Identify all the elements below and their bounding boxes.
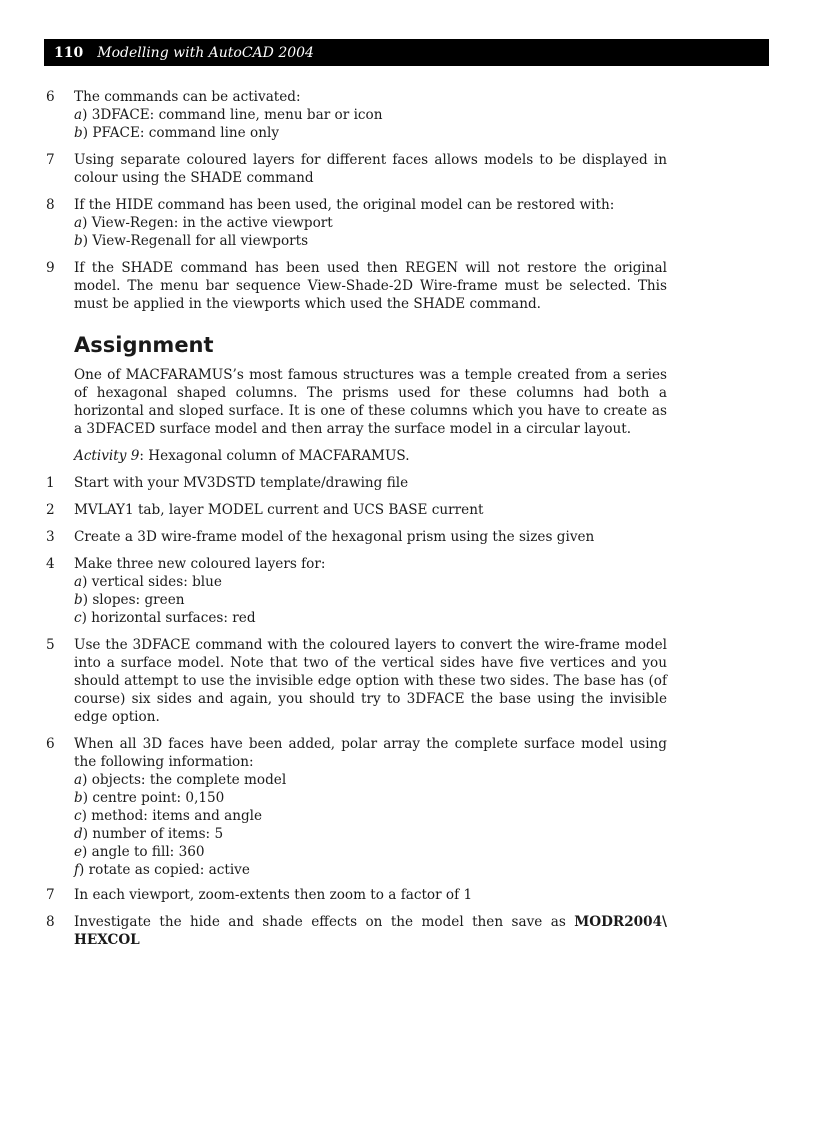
item-text: The commands can be activated: bbox=[74, 89, 301, 105]
sub-item: d) number of items: 5 bbox=[74, 826, 224, 842]
save-filename: MODR2004\ HEXCOL bbox=[74, 914, 667, 948]
sub-item: a) 3DFACE: command line, menu bar or icon bbox=[74, 107, 383, 123]
item-number: 6 bbox=[46, 89, 55, 105]
item-text: Using separate coloured layers for different faces allows models to be displayed in colour using the SHADE command bbox=[74, 152, 667, 186]
item-text: In each viewport, zoom-extents then zoom to a factor of 1 bbox=[74, 887, 473, 903]
page-number: 110 bbox=[54, 44, 84, 61]
item-number: 1 bbox=[46, 475, 55, 491]
item-number: 2 bbox=[46, 502, 55, 518]
sub-item: b) slopes: green bbox=[74, 592, 185, 608]
item-text: Create a 3D wire-frame model of the hexagonal prism using the sizes given bbox=[74, 529, 595, 545]
item-number: 5 bbox=[46, 637, 55, 653]
item-text: When all 3D faces have been added, polar array the complete surface model using the following information: bbox=[74, 736, 667, 770]
item-text: If the SHADE command has been used then REGEN will not restore the original model. The menu bar sequence View-Shade-2D Wire-frame must be selected. This must be applied in the viewports which used the SHADE command. bbox=[74, 260, 667, 312]
sub-item: b) PFACE: command line only bbox=[74, 125, 280, 141]
item-number: 7 bbox=[46, 887, 55, 903]
sub-item: a) objects: the complete model bbox=[74, 772, 287, 788]
sub-item: c) method: items and angle bbox=[74, 808, 263, 824]
activity-label: Activity 9 bbox=[74, 448, 140, 464]
section-heading: Assignment bbox=[74, 333, 214, 357]
item-number: 9 bbox=[46, 260, 55, 276]
item-text: Investigate the hide and shade effects on the model then save as bbox=[74, 914, 575, 930]
item-number: 8 bbox=[46, 197, 55, 213]
item-number: 3 bbox=[46, 529, 55, 545]
running-header bbox=[44, 39, 769, 66]
item-number: 7 bbox=[46, 152, 55, 168]
item-text: If the HIDE command has been used, the original model can be restored with: bbox=[74, 197, 615, 213]
sub-item: e) angle to fill: 360 bbox=[74, 844, 205, 860]
sub-item: b) centre point: 0,150 bbox=[74, 790, 225, 806]
sub-item: a) vertical sides: blue bbox=[74, 574, 222, 590]
sub-item: c) horizontal surfaces: red bbox=[74, 610, 256, 626]
sub-item: f) rotate as copied: active bbox=[74, 862, 250, 878]
sub-item: a) View-Regen: in the active viewport bbox=[74, 215, 333, 231]
item-text: Use the 3DFACE command with the coloured layers to convert the wire-frame model into a surface model. Note that two of the vertical sides have five vertices and you should attempt to use the invisible edge option with these two sides. The base has (of course) six sides and again, you should try to 3DFACE the base using the invisible edge option. bbox=[74, 637, 667, 725]
item-number: 4 bbox=[46, 556, 55, 572]
item-number: 6 bbox=[46, 736, 55, 752]
item-text: Make three new coloured layers for: bbox=[74, 556, 326, 572]
intro-paragraph: One of MACFARAMUS’s most famous structures was a temple created from a series of hexagonal shaped columns. The prisms used for these columns had both a horizontal and sloped surface. It is one of these columns which you have to create as a 3DFACED surface model and then array the surface model in a circular layout. bbox=[74, 367, 667, 437]
item-number: 8 bbox=[46, 914, 55, 930]
activity-line bbox=[74, 447, 667, 465]
item-text: Start with your MV3DSTD template/drawing file bbox=[74, 475, 409, 491]
item-text: MVLAY1 tab, layer MODEL current and UCS BASE current bbox=[74, 502, 484, 518]
activity-text: : Hexagonal column of MACFARAMUS. bbox=[139, 448, 410, 464]
book-title: Modelling with AutoCAD 2004 bbox=[97, 44, 314, 61]
sub-item: b) View-Regenall for all viewports bbox=[74, 233, 309, 249]
